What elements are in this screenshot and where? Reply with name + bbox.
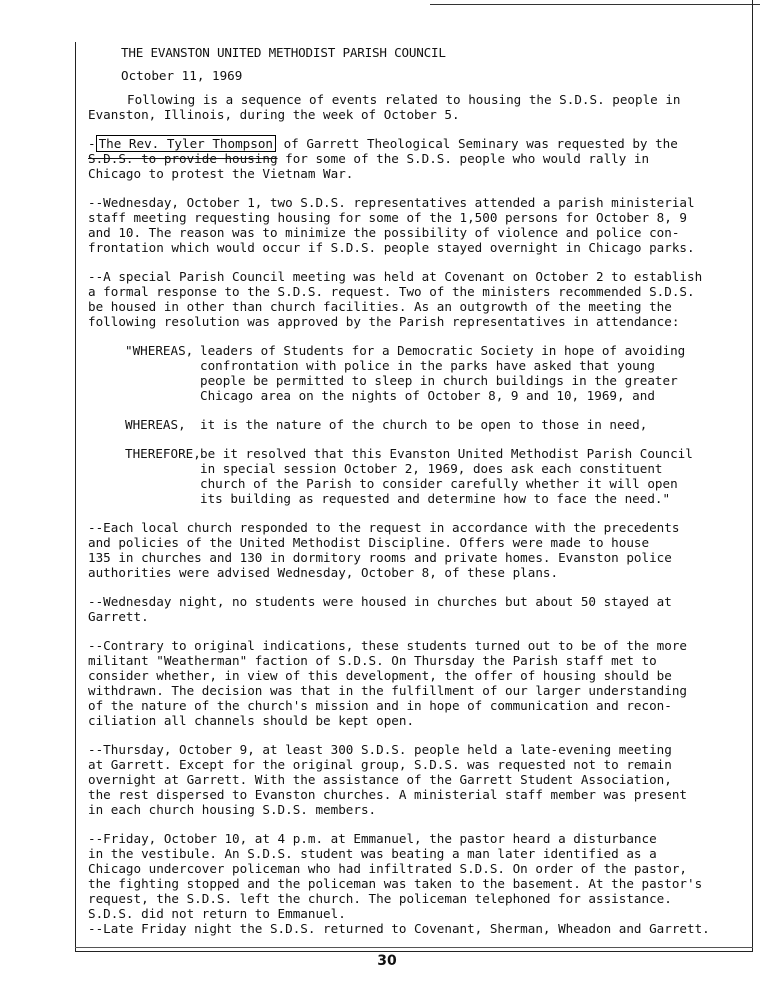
paragraph-local-churches <box>88 520 748 580</box>
document-title: THE EVANSTON UNITED METHODIST PARISH COUNCIL <box>121 45 446 60</box>
paragraph-friday <box>88 831 748 921</box>
top-rule <box>430 4 760 5</box>
text-line: --Thursday, October 9, at least 300 S.D.S. people held a late-evening meeting <box>88 742 672 757</box>
text-line: --A special Parish Council meeting was held at Covenant on October 2 to establish <box>88 269 703 284</box>
text-line: in each church housing S.D.S. members. <box>88 802 377 817</box>
dash: - <box>88 136 96 151</box>
text-line: --Each local church responded to the request in accordance with the precedents <box>88 520 680 535</box>
text-line: of the nature of the church's mission and in hope of communication and recon- <box>88 698 672 713</box>
text-segment: for some of the S.D.S. people who would rally in <box>277 151 650 166</box>
text-line: overnight at Garrett. With the assistance of the Garrett Student Association, <box>88 772 672 787</box>
text-line: ciliation all channels should be kept open. <box>88 713 415 728</box>
text-line: people be permitted to sleep in church buildings in the greater <box>200 373 678 388</box>
text-line: --Wednesday night, no students were housed in churches but about 50 stayed at <box>88 594 672 609</box>
paragraph-weatherman <box>88 638 748 728</box>
text-line: frontation which would occur if S.D.S. people stayed overnight in Chicago parks. <box>88 240 695 255</box>
text-line: in the vestibule. An S.D.S. student was beating a man later identified as a <box>88 846 657 861</box>
intro-paragraph <box>88 92 748 107</box>
text-line: Evanston, Illinois, during the week of October 5. <box>88 107 460 122</box>
resolution-text <box>200 446 695 506</box>
text-line: --Contrary to original indications, these students turned out to be of the more <box>88 638 687 653</box>
text-line: --Late Friday night the S.D.S. returned to Covenant, Sherman, Wheadon and Garrett. <box>88 921 710 936</box>
text-line: be housed in other than church facilities. As an outgrowth of the meeting the <box>88 299 672 314</box>
text-line: staff meeting requesting housing for some of the 1,500 persons for October 8, 9 <box>88 210 687 225</box>
text-line: --Wednesday, October 1, two S.D.S. representatives attended a parish ministerial <box>88 195 695 210</box>
resolution-whereas-2 <box>88 417 748 432</box>
paragraph-wednesday-oct1 <box>88 195 748 255</box>
text-line: its building as requested and determine how to face the need." <box>200 491 671 506</box>
resolution-text <box>200 343 695 403</box>
text-line: Chicago undercover policeman who had infiltrated S.D.S. On order of the pastor, <box>88 861 687 876</box>
text-line: church of the Parish to consider carefully whether it will open <box>200 476 678 491</box>
text-line: consider whether, in view of this development, the offer of housing should be <box>88 668 672 683</box>
resolution-therefore <box>88 446 748 506</box>
frame-right-border <box>752 0 753 952</box>
text-line <box>88 136 748 151</box>
text-line: the fighting stopped and the policeman was taken to the basement. At the pastor's <box>88 876 703 891</box>
text-line: militant "Weatherman" faction of S.D.S. On Thursday the Parish staff met to <box>88 653 657 668</box>
resolution-keyword: WHEREAS, <box>125 417 186 432</box>
text-line: and policies of the United Methodist Discipline. Offers were made to house <box>88 535 650 550</box>
text-line: S.D.S. did not return to Emmanuel. <box>88 906 346 921</box>
intro-paragraph-cont <box>88 107 748 122</box>
resolution-keyword: "WHEREAS, <box>125 343 194 358</box>
text-line: Chicago area on the nights of October 8, 9 and 10, 1969, and <box>200 388 655 403</box>
text-line: request, the S.D.S. left the church. The policeman telephoned for assistance. <box>88 891 672 906</box>
text-line: in special session October 2, 1969, does ask each constituent <box>200 461 663 476</box>
document-body <box>88 45 748 936</box>
text-line: at Garrett. Except for the original group, S.D.S. was requested not to remain <box>88 757 672 772</box>
text-line: leaders of Students for a Democratic Society in hope of avoiding <box>200 343 686 358</box>
text-line: following resolution was approved by the Parish representatives in attendance: <box>88 314 680 329</box>
paragraph-wednesday-night <box>88 594 748 624</box>
page-number: 30 <box>377 953 397 969</box>
paragraph-special-council <box>88 269 748 329</box>
frame-left-border <box>75 42 76 952</box>
text-line: Following is a sequence of events related to housing the S.D.S. people in <box>127 92 681 107</box>
frame-bottom-rule <box>75 947 753 948</box>
text-line: be it resolved that this Evanston United Methodist Parish Council <box>200 446 693 461</box>
frame-bottom-border <box>75 951 753 952</box>
struck-text: S.D.S. to provide housing <box>88 151 278 166</box>
text-line: and 10. The reason was to minimize the possibility of violence and police con- <box>88 225 680 240</box>
text-line: the rest dispersed to Evanston churches. A ministerial staff member was present <box>88 787 687 802</box>
text-line: authorities were advised Wednesday, October 8, of these plans. <box>88 565 559 580</box>
resolution-text <box>200 417 695 432</box>
resolution-whereas-1 <box>88 343 748 403</box>
text-line: a formal response to the S.D.S. request. Two of the ministers recommended S.D.S. <box>88 284 695 299</box>
resolution-keyword: THEREFORE, <box>125 446 201 461</box>
paragraph-late-friday <box>88 921 748 936</box>
document-date: October 11, 1969 <box>121 68 243 83</box>
paragraph-thursday <box>88 742 748 817</box>
text-line: confrontation with police in the parks have asked that young <box>200 358 655 373</box>
text-line: it is the nature of the church to be open to those in need, <box>200 417 648 432</box>
text-line: Chicago to protest the Vietnam War. <box>88 166 354 181</box>
text-line <box>88 151 748 166</box>
text-segment: of Garrett Theological Seminary was requested by the <box>275 136 678 151</box>
boxed-name: The Rev. Tyler Thompson <box>96 135 276 152</box>
text-line: Garrett. <box>88 609 149 624</box>
text-line: 135 in churches and 130 in dormitory rooms and private homes. Evanston police <box>88 550 672 565</box>
paragraph-thompson <box>88 136 748 181</box>
text-line: withdrawn. The decision was that in the fulfillment of our larger understanding <box>88 683 687 698</box>
text-line: --Friday, October 10, at 4 p.m. at Emmanuel, the pastor heard a disturbance <box>88 831 657 846</box>
